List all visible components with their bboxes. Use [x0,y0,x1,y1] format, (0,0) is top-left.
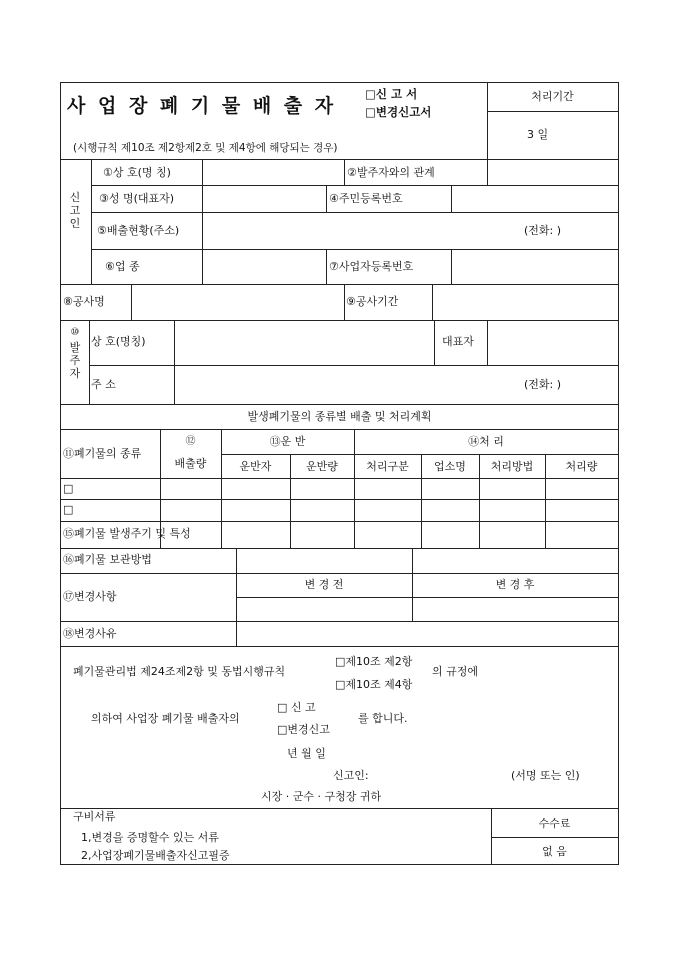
rule [61,499,618,500]
plan-title: 발생폐기물의 종류별 배출 및 처리계획 [247,410,432,423]
before-change-header: 변 경 전 [304,578,344,591]
name-label: ③성 명(대표자) [99,192,175,205]
client-address-label: 주 소 [91,378,116,391]
rule [434,320,435,365]
applicant-phone: (전화: ) [524,224,562,237]
rule [61,429,618,430]
signature-note: (서명 또는 인) [511,769,580,782]
trade-name-label: ①상 호(명 칭) [103,166,171,179]
rule [432,284,433,320]
rule [202,159,203,284]
declaration-line1: 폐기물관리법 제24조제2항 및 동법시행규칙 [73,665,286,678]
transport-header: ⑬운 반 [269,435,306,448]
discharge-site-label: ⑤배출현황(주소) [97,224,180,237]
processing-header: ⑭처 리 [468,435,504,448]
company-header: 업소명 [434,460,466,473]
client-trade-name-label: 상 호(명칭) [91,335,146,348]
project-period-label: ⑨공사기간 [346,295,399,308]
rule [89,365,618,366]
business-type-label: ⑥업 종 [105,260,140,273]
rule [61,284,618,285]
amount-number: ⑫ [185,436,196,447]
project-name-label: ⑧공사명 [63,295,105,308]
rule [487,320,488,365]
processing-period-label: 처리기간 [531,90,574,103]
process-amount-header: 처리량 [565,460,598,473]
legal-basis: (시행규칙 제10조 제2항제2호 및 제4항에 해당되는 경우) [73,142,338,154]
change-reason-label: ⑱변경사유 [63,627,117,640]
signer-label: 신고인: [333,769,369,782]
rule-10-2-checkbox[interactable]: □제10조 제2항 [335,655,413,668]
representative-label: 대표자 [442,335,474,348]
required-docs-title: 구비서류 [73,810,116,823]
declaration-line1-end: 의 규정에 [432,665,479,678]
rule [61,521,618,522]
rule-10-4-checkbox[interactable]: □제10조 제4항 [335,678,413,691]
method-header: 처리방법 [490,460,534,473]
rule [61,548,618,549]
rule [344,159,345,185]
row2-checkbox[interactable]: □ [63,503,74,516]
date-line: 년 월 일 [287,747,326,760]
rule [326,185,327,212]
rule [61,621,618,622]
transporter-header: 운반자 [239,460,272,473]
declaration-line2: 의하여 사업장 폐기물 배출자의 [91,712,240,725]
storage-label: ⑯폐기물 보관방법 [63,553,152,566]
rule [61,808,618,809]
rule [91,159,92,284]
business-reg-number-label: ⑦사업자등록번호 [329,260,414,273]
rule [236,597,618,598]
rule [344,284,345,320]
waste-type-header: ⑪폐기물의 종류 [63,447,142,460]
client-section-number: ⑩ [70,327,80,338]
declaration-line2-end: 를 합니다. [358,712,408,725]
row1-checkbox[interactable]: □ [63,482,74,495]
rule [451,249,452,284]
client-phone: (전화: ) [524,378,562,391]
rule [491,837,618,838]
applicant-section-label: 신고인 [69,191,81,230]
rule [61,646,618,647]
changes-label: ⑰변경사항 [63,590,117,603]
fee-label: 수수료 [538,817,571,830]
rule [487,159,488,185]
rule [91,212,618,213]
processing-period-value: 3 일 [527,128,549,141]
rule [221,454,618,455]
after-change-header: 변 경 후 [495,578,535,591]
resident-number-label: ④주민등록번호 [329,192,403,205]
rule [61,320,618,321]
report-type-checkbox[interactable]: □ 신 고 [277,701,316,714]
rule [91,249,618,250]
rule [326,249,327,284]
rule [61,573,618,574]
rule [236,548,237,646]
addressee: 시장 · 군수 · 구청장 귀하 [261,790,382,803]
required-doc-2: 2,사업장폐기물배출자신고필증 [81,849,230,862]
change-type-checkbox[interactable]: □변경신고 [277,723,330,736]
amount-header: 배출량 [174,457,207,470]
report-checkbox[interactable]: □신 고 서 [365,87,418,101]
cycle-label: ⑮폐기물 발생주기 및 특성 [63,527,191,540]
fee-value: 없 음 [542,845,567,858]
rule [91,185,618,186]
rule [61,404,618,405]
process-type-header: 처리구분 [366,460,409,473]
rule [61,478,618,479]
rule [174,320,175,404]
rule [451,185,452,212]
rule [131,284,132,320]
required-doc-1: 1,변경을 증명할수 있는 서류 [81,831,219,844]
form-title: 사 업 장 폐 기 물 배 출 자 [67,95,337,117]
change-report-checkbox[interactable]: □변경신고서 [365,105,432,119]
client-section-label: 발주자 [69,341,81,380]
rule [89,320,90,404]
transport-amount-header: 운반량 [306,460,338,473]
relationship-label: ②발주자와의 관계 [347,166,435,179]
waste-discharger-report-form [60,82,619,865]
rule [487,111,618,112]
rule [61,159,618,160]
